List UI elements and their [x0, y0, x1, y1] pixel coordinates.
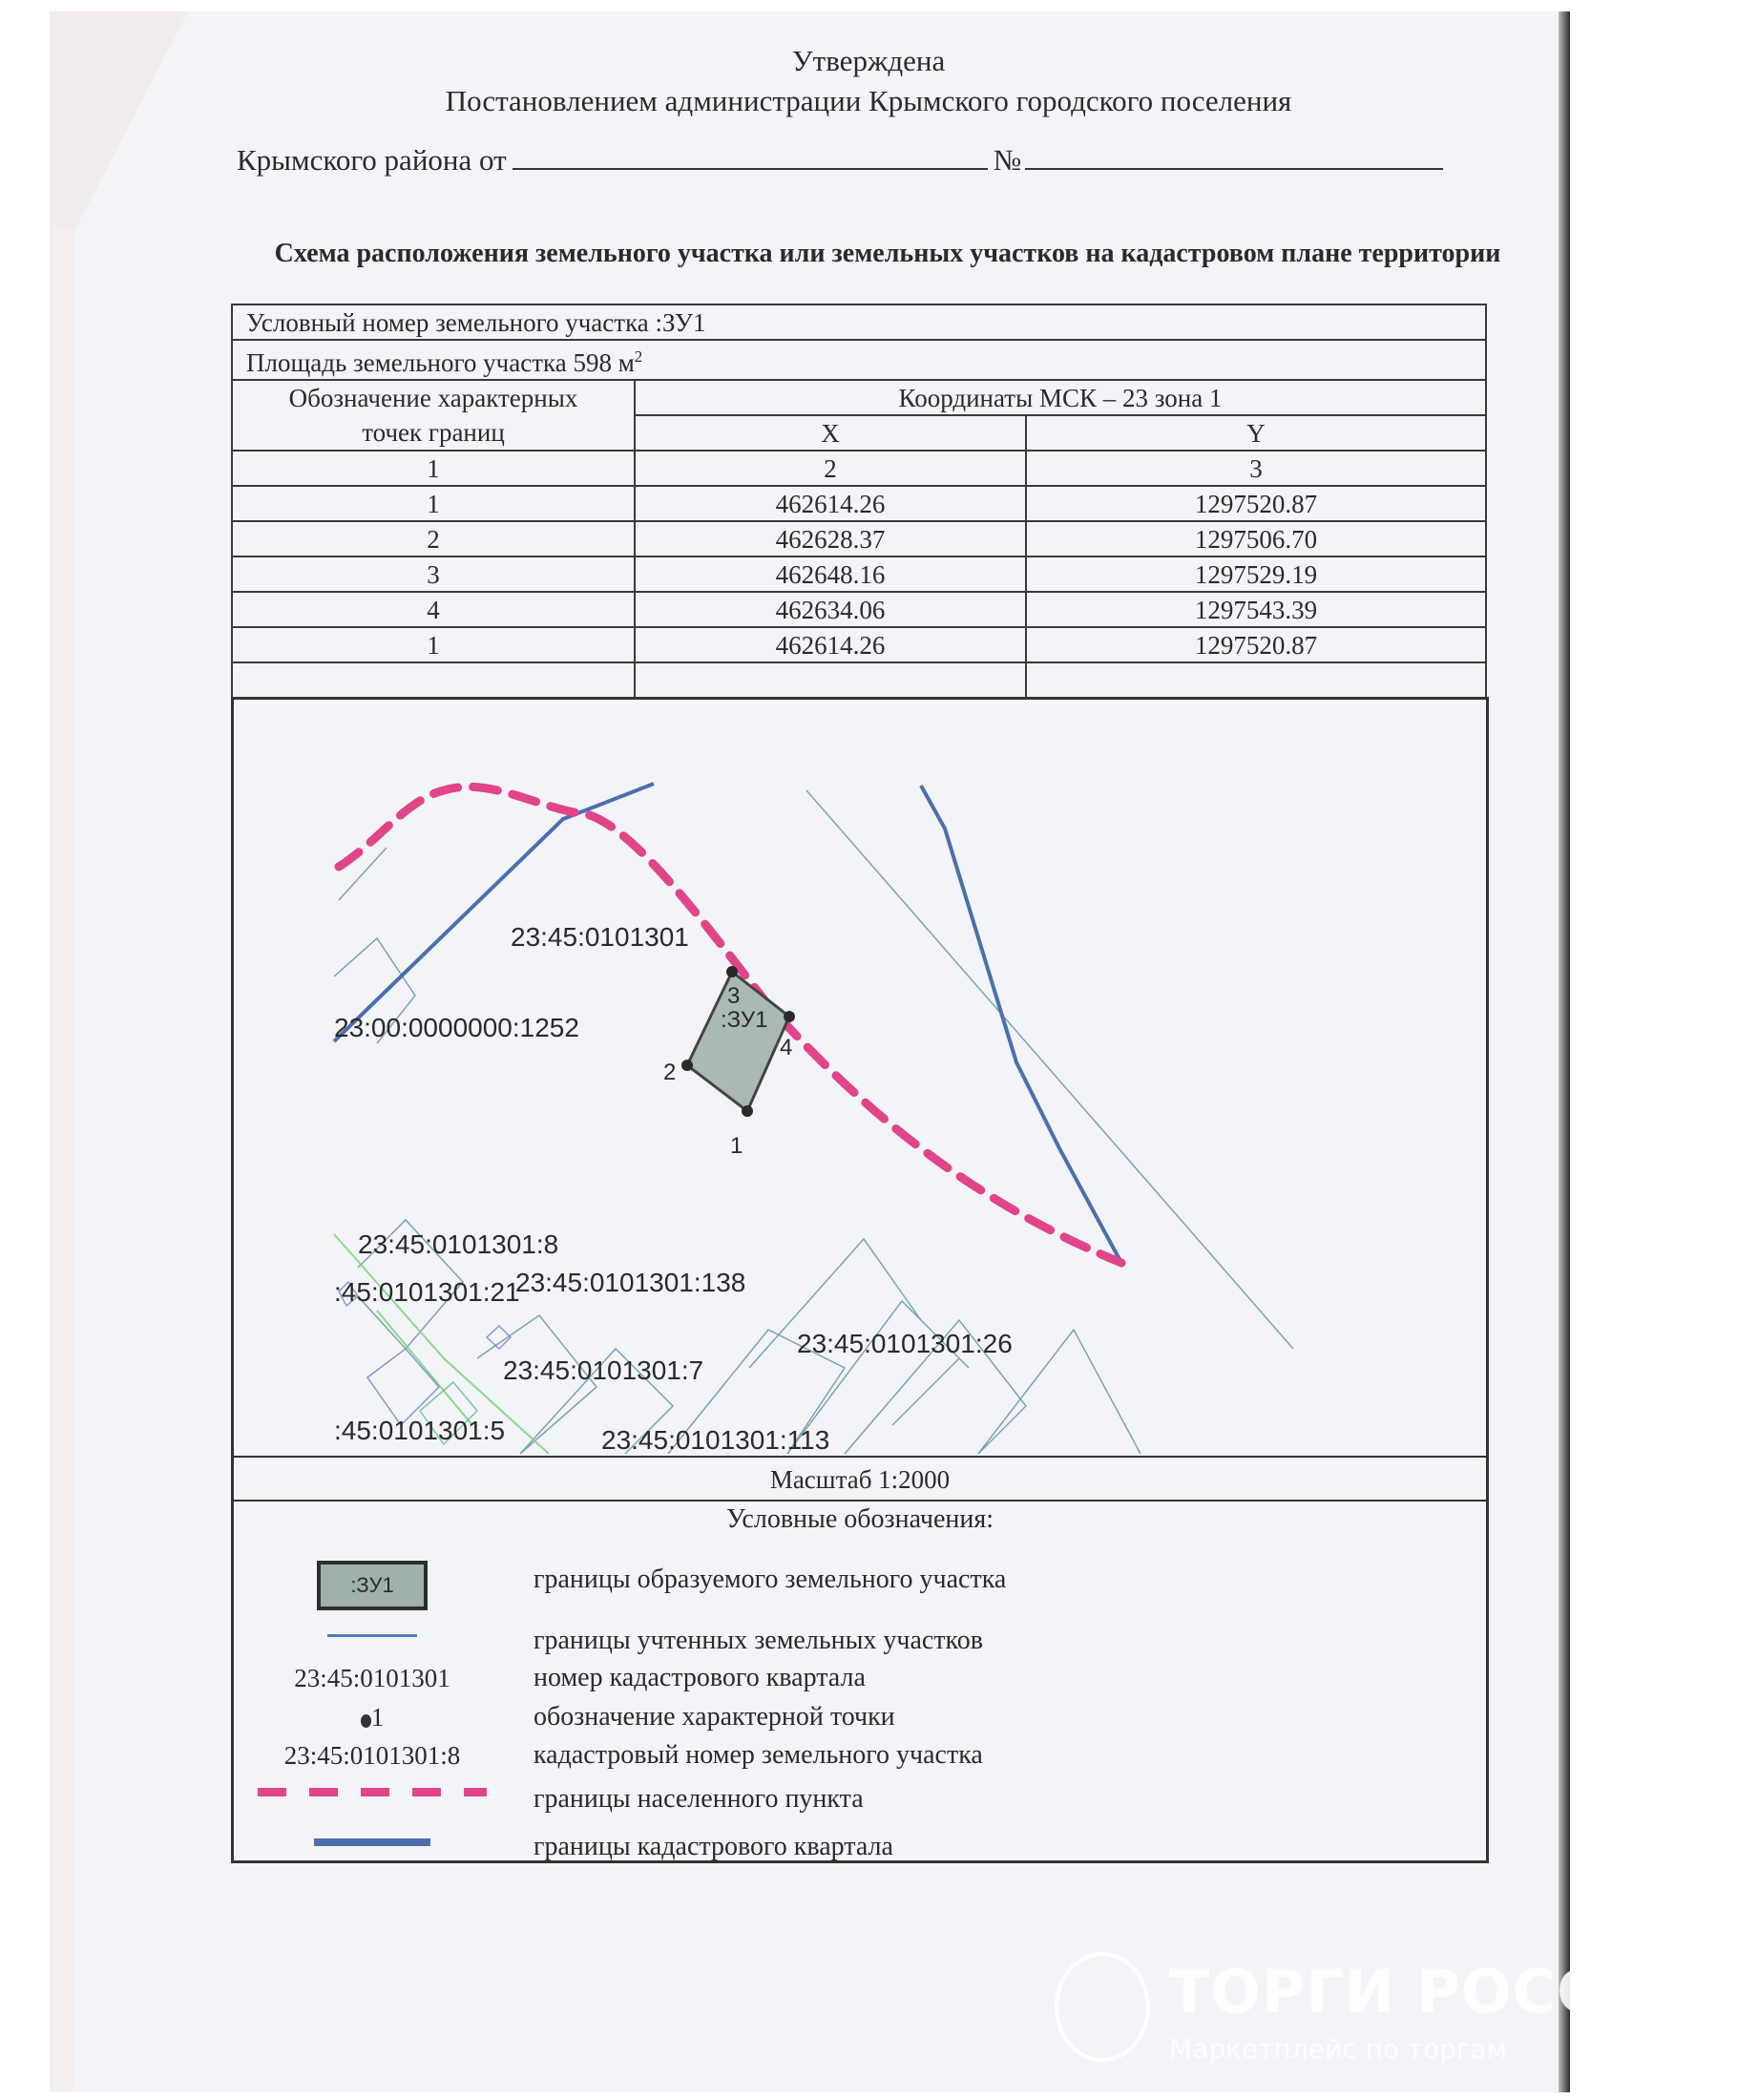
thick-line-icon — [314, 1838, 430, 1846]
x-cell: 462634.06 — [635, 592, 1026, 627]
table-row — [232, 304, 1486, 340]
table-row — [232, 556, 1486, 592]
empty-cell — [232, 662, 635, 698]
watermark-tagline: Маркетплейс по торгам — [1169, 2033, 1508, 2065]
empty-cell — [635, 662, 1026, 698]
date-blank — [513, 143, 988, 170]
legend-item-quarter-boundary — [234, 1828, 1486, 1866]
legend-text: границы кадастрового квартала — [534, 1832, 893, 1861]
watermark-brand: ТОРГИ РОССИИ — [1169, 1957, 1703, 2026]
x-cell: 462648.16 — [635, 556, 1026, 592]
col-number: 1 — [232, 451, 635, 486]
district-from-label: Крымского района от — [237, 143, 507, 177]
point-label-1: 1 — [730, 1133, 743, 1159]
point-cell: 2 — [232, 521, 635, 556]
approved-heading: Утверждена — [791, 44, 946, 77]
points-header: Обозначение характерных точек границ — [232, 380, 635, 451]
number-blank — [1025, 143, 1443, 170]
legend-text: границы населенного пункта — [534, 1784, 864, 1814]
point-marker-2 — [681, 1060, 693, 1071]
legend-item-characteristic-point — [234, 1698, 1486, 1736]
legend-symbol — [262, 1820, 482, 1858]
legend-symbol — [262, 1561, 482, 1610]
point-label-4: 4 — [780, 1035, 793, 1060]
legend-text: кадастровый номер земельного участка — [534, 1740, 983, 1770]
legend-item-cadastral-number — [234, 1736, 1486, 1774]
legend-item-settlement-boundary — [234, 1780, 1486, 1818]
parcel-label-8: 23:45:0101301:8 — [358, 1229, 559, 1259]
parcel-label-21: :45:0101301:21 — [334, 1277, 520, 1307]
point-cell: 3 — [232, 556, 635, 592]
green-boundary-line — [377, 1311, 472, 1425]
document-title: Схема расположения земельного участка или земельных участков на кадастровом плане территории — [274, 239, 1501, 268]
legend-title: Условные обозначения: — [725, 1504, 994, 1534]
quarter-label: 23:45:0101301 — [511, 922, 689, 952]
point-marker-3 — [726, 966, 738, 977]
legend-text: обозначение характерной точки — [534, 1702, 895, 1732]
point-label-2: 2 — [663, 1060, 677, 1085]
x-cell: 462614.26 — [635, 486, 1026, 521]
thin-line-icon — [327, 1634, 417, 1637]
coords-header: Координаты МСК – 23 зона 1 — [635, 380, 1486, 415]
y-cell: 1297520.87 — [1026, 486, 1486, 521]
watermark-emblem-icon — [1055, 1952, 1150, 2062]
parcel-label-5: :45:0101301:5 — [334, 1416, 506, 1445]
area-label: Площадь земельного участка 598 м — [246, 348, 635, 377]
empty-row — [232, 662, 1486, 698]
col-number: 2 — [635, 451, 1026, 486]
parcel-label: :ЗУ1 — [721, 1007, 768, 1033]
y-cell: 1297506.70 — [1026, 521, 1486, 556]
legend-item-new-parcel — [234, 1561, 1486, 1599]
x-cell: 462614.26 — [635, 627, 1026, 662]
legend-symbol — [243, 1771, 501, 1809]
legend-text: границы учтенных земельных участков — [534, 1626, 983, 1655]
x-cell: 462628.37 — [635, 521, 1026, 556]
table-row — [232, 340, 1486, 380]
table-row — [232, 627, 1486, 662]
parcel-label-26: 23:45:0101301:26 — [797, 1329, 1013, 1358]
scale-legend-divider — [234, 1500, 1486, 1502]
resolution-line: Постановлением администрации Крымского городского поселения — [445, 84, 1292, 117]
date-number-line — [237, 143, 1443, 178]
parcel-boundary-line — [892, 1358, 959, 1425]
y-cell: 1297520.87 — [1026, 627, 1486, 662]
point-cell: 1 — [232, 486, 635, 521]
page-right-edge — [1559, 11, 1570, 2092]
quarter-boundary-line — [921, 786, 1121, 1263]
legend-symbol: 23:45:0101301 — [294, 1664, 450, 1692]
cadastral-map — [234, 700, 1486, 1454]
parcel-label-1252: 23:00:0000000:1252 — [334, 1013, 579, 1042]
parcel-boundary-line — [806, 790, 1293, 1349]
point-marker-1 — [742, 1105, 753, 1117]
column-number-row — [232, 451, 1486, 486]
scale-label: Масштаб 1:2000 — [769, 1465, 951, 1494]
empty-cell — [1026, 662, 1486, 698]
point-dot-icon — [361, 1714, 371, 1728]
area-cell — [232, 340, 1486, 380]
table-row — [232, 521, 1486, 556]
legend-text: границы образуемого земельного участка — [534, 1564, 1007, 1594]
legend-symbol — [262, 1614, 482, 1652]
map-scale-divider — [234, 1456, 1486, 1458]
parcel-label-138: 23:45:0101301:138 — [515, 1268, 746, 1297]
point-symbol-label: 1 — [370, 1703, 385, 1732]
parcel-boundary-line — [339, 848, 387, 900]
legend-item-quarter-number — [234, 1659, 1486, 1697]
point-marker-4 — [784, 1011, 795, 1022]
y-cell: 1297529.19 — [1026, 556, 1486, 592]
area-superscript: 2 — [634, 347, 643, 366]
y-cell: 1297543.39 — [1026, 592, 1486, 627]
table-header-row — [232, 380, 1486, 415]
parcel-label-113: 23:45:0101301:113 — [601, 1425, 830, 1455]
legend-text: номер кадастрового квартала — [534, 1663, 866, 1692]
point-cell: 4 — [232, 592, 635, 627]
watermark — [1036, 1952, 1703, 2076]
map-and-legend-frame — [231, 697, 1489, 1863]
number-sign: № — [993, 143, 1022, 177]
parcel-label-7: 23:45:0101301:7 — [503, 1355, 704, 1385]
point-label-3: 3 — [727, 983, 741, 1009]
conditional-number: Условный номер земельного участка :ЗУ1 — [232, 304, 1486, 340]
legend-symbol — [262, 1698, 482, 1736]
col-number: 3 — [1026, 451, 1486, 486]
x-header: X — [635, 415, 1026, 451]
page-fold-strip — [50, 229, 74, 2090]
point-cell: 1 — [232, 627, 635, 662]
y-header: Y — [1026, 415, 1486, 451]
table-row — [232, 592, 1486, 627]
dashed-line-icon — [258, 1788, 487, 1796]
new-parcel-swatch: :ЗУ1 — [317, 1561, 428, 1610]
legend-item-registered-parcels — [234, 1622, 1486, 1660]
coordinates-table — [231, 304, 1487, 699]
hatched-parcel — [367, 1349, 439, 1425]
table-row — [232, 486, 1486, 521]
legend-symbol: 23:45:0101301:8 — [283, 1741, 461, 1770]
